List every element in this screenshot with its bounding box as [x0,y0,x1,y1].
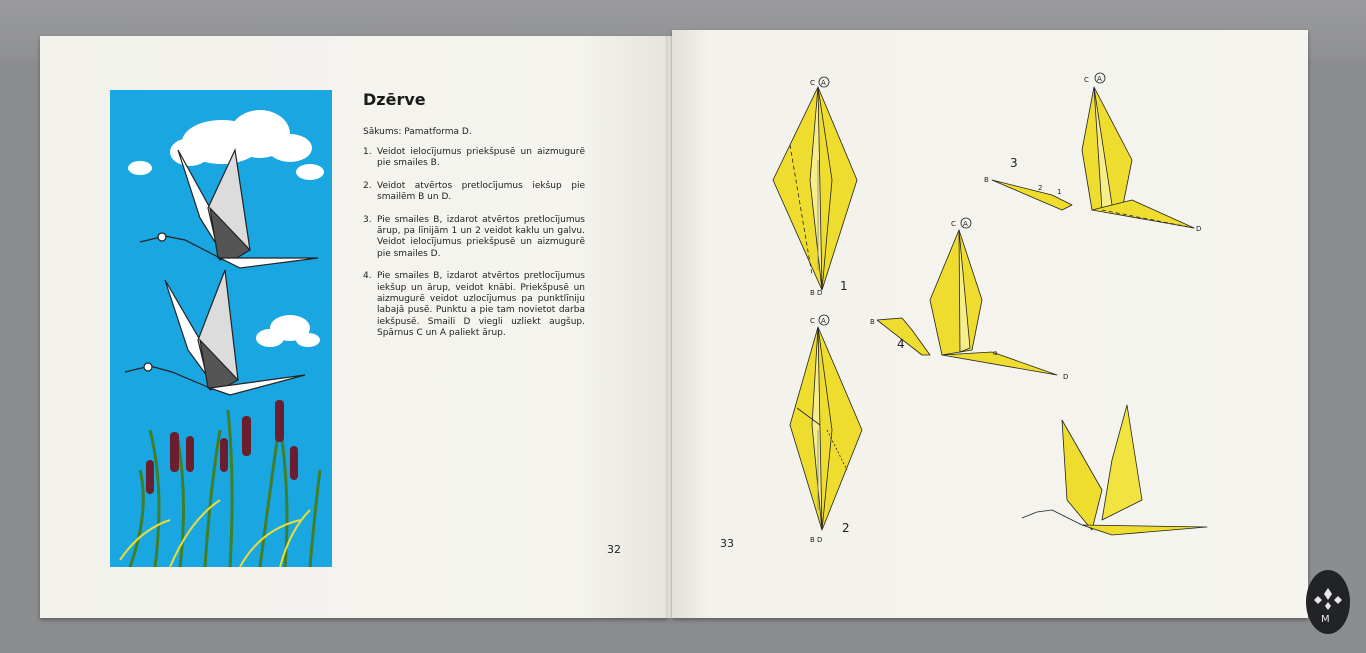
step-text: Pie smailes B, izdarot atvērtos pretlocījumus ārup, pa līnijām 1 un 2 veidot kaklu un galvu. Veidot ielocījumus priekšpusē un aizmugurē pie smailes D. [377,214,585,259]
diagram-step-2 [790,327,862,530]
label-c: C [951,220,956,228]
line-label-2: 2 [1038,184,1043,192]
label-a: A [821,79,826,87]
step-text: Pie smailes B, izdarot atvērtos pretlocījumus iekšup un ārup, veidot knābi. Priekšpusē un aizmugurē veidot uzlocījumus pa punktlīniju labajā pusē. Punktu a pie tam novietot darba iekšpusē. Smaili D viegli uzliekt augšup. Spārnus C un A paliekt ārup. [377,271,585,339]
folding-diagram [672,30,1308,618]
point-label-a: a [993,349,998,357]
diagram-step-4 [877,230,1057,375]
step-text: Veidot atvērtos pretlocījumus iekšup pie smailēm B un D. [377,180,585,203]
step-label-3: 3 [1010,156,1018,170]
step-number: 2. [363,180,372,191]
label-d: D [1196,225,1202,233]
step-number: 1. [363,147,372,157]
step-label-4: 4 [897,337,905,351]
diagram-step-3 [992,87,1194,228]
instruction-step [363,215,585,261]
label-bd: B D [810,536,823,544]
label-c: C [810,317,815,325]
line-label-1: 1 [1057,188,1062,196]
svg-text:M: M [1321,614,1330,625]
label-c: C [1084,76,1089,84]
watermark-logo [1306,570,1350,634]
step-label-1: 1 [840,279,848,293]
instruction-step [363,147,585,170]
label-a: A [821,317,826,325]
instruction-step [363,181,585,204]
page-title: Dzērve [363,90,426,109]
page-number-left: 32 [607,543,621,556]
label-b: B [984,176,989,184]
diagram-final-crane [1022,405,1207,535]
step-text: Veidot ielocījumus priekšpusē un aizmugurē pie smailes B. [377,147,585,169]
instruction-list [363,147,585,351]
page-number-right: 33 [720,537,734,550]
label-a: A [963,220,968,228]
label-c: C [810,79,815,87]
step-number: 3. [363,214,372,225]
crane-illustration [110,90,332,567]
label-a: A [1097,75,1102,83]
instruction-step [363,271,585,339]
label-bd: B D [810,289,823,297]
step-number: 4. [363,271,372,282]
diagram-step-1 [773,87,857,290]
step-label-2: 2 [842,521,850,535]
logo-icon [1306,570,1350,634]
label-d: D [1063,373,1069,381]
label-b: B [870,318,875,326]
intro-text: Sākums: Pamatforma D. [363,127,472,137]
